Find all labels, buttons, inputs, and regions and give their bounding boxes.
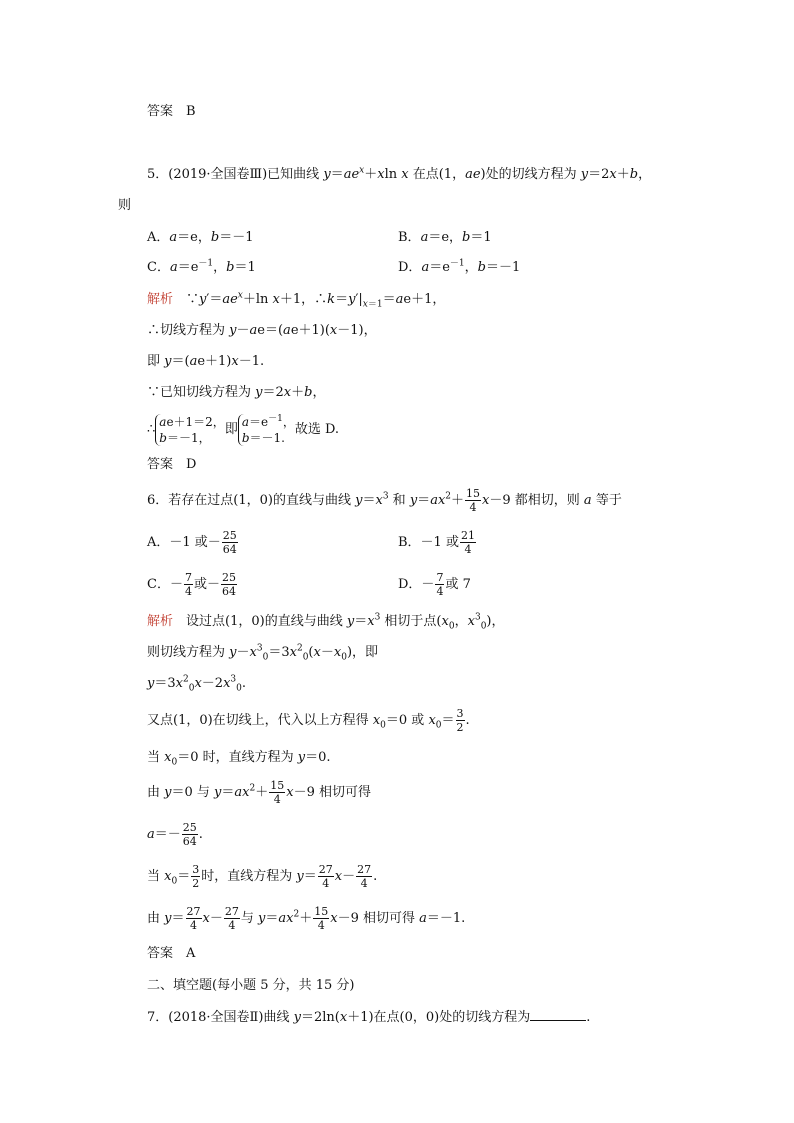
q6-solution-line6: 由 y＝0 与 $y=ax^2+$ $\frac{15}{4}$ x－9 相切可得: [147, 779, 372, 806]
q5-option-c: C．$a=e^{-1}$，b＝1: [147, 258, 256, 275]
q5-option-b: B．a＝e，b＝1: [398, 230, 492, 245]
q6-solution-line2: 则切线方程为 $y-x^3_0=3x^2_0(x-x_0)$，即: [147, 643, 379, 663]
solution-label: 解析: [147, 292, 174, 307]
q6-option-d: D．－ $\frac{7}{4}$ 或 7: [398, 571, 471, 598]
q6-stem: 6．若存在过点(1，0)的直线与曲线 $y=x^3$ 和 $y=ax^2+$ $\frac{15}{4}$ x－9 都相切，则 a 等于: [147, 487, 622, 514]
q5-stem: 5．(2019·全国卷Ⅲ)已知曲线 $y=ae^x+xln$ x 在点(1，ae)处的切线方程为 y＝2x＋b，: [147, 165, 652, 182]
q5-solution-line2: ∴切线方程为 y－ae＝(ae＋1)(x－1)，: [147, 323, 377, 338]
q6-option-b: B．－1 或 $\frac{21}{4}$: [398, 529, 475, 556]
q5-option-a: A．a＝e，b＝－1: [147, 230, 254, 245]
answer-q4: 答案 B: [147, 104, 196, 119]
q6-solution-line4: 又点(1，0)在切线上，代入以上方程得 $x_0=0$ 或 $x_0=$ $\frac{3}{2}$ .: [147, 707, 470, 734]
q6-solution-line5: 当 $x_0=0$ 时，直线方程为 y＝0.: [147, 750, 331, 768]
q6-option-a: A．－1 或－ $\frac{25}{64}$: [147, 529, 237, 556]
answer-blank[interactable]: [530, 1008, 586, 1021]
q5-option-d: D．$a=e^{-1}$，b＝－1: [398, 258, 521, 275]
q6-solution-line1: 解析 设过点(1，0)的直线与曲线 $y=x^3$ 相切于点($x_0$，$x^3_0$)，: [147, 612, 505, 632]
answer-q6: 答案 A: [147, 946, 196, 961]
q6-solution-line9: 由 y＝ $\frac{27}{4}$ x－ $\frac{27}{4}$ 与 $y=ax^2+$ $\frac{15}{4}$ x－9 相切可得 a＝－1.: [147, 905, 466, 932]
section-heading: 二、填空题(每小题 5 分，共 15 分): [147, 978, 355, 993]
q6-option-c: C．－ $\frac{7}{4}$ 或－ $\frac{25}{64}$: [147, 571, 236, 598]
q5-solution-line1: 解析 $\because y'=ae^x+\ln$ x＋1，$\therefore k=y'|_{x=1}=ae+1$，: [147, 290, 446, 310]
q6-solution-line3: $y=3x^2_0x-2x^3_0$.: [147, 674, 247, 694]
q5-solution-line4: ∵已知切线方程为 y＝2x＋b，: [147, 385, 326, 400]
solution-label-q6: 解析: [147, 614, 174, 629]
q7-stem: 7．(2018·全国卷Ⅱ)曲线 y＝2ln(x＋1)在点(0，0)处的切线方程为 .: [147, 1010, 591, 1025]
q5-stem-cont: 则: [118, 198, 132, 213]
q6-solution-line8: 当 $x_0=$ $\frac{3}{2}$ 时，直线方程为 y＝ $\frac{27}{4}$ x－ $\frac{27}{4}$ .: [147, 863, 378, 890]
q5-solution-line3: 即 y＝(ae＋1)x－1.: [147, 354, 265, 369]
q6-solution-line7: a＝－ $\frac{25}{64}$ .: [147, 821, 203, 848]
answer-q5: 答案 D: [147, 457, 197, 472]
q5-solution-line5: ∴ ae＋1＝2， b＝－1， 即 $a=e^{-1}$， b＝－1. 故选 D.: [147, 413, 340, 445]
